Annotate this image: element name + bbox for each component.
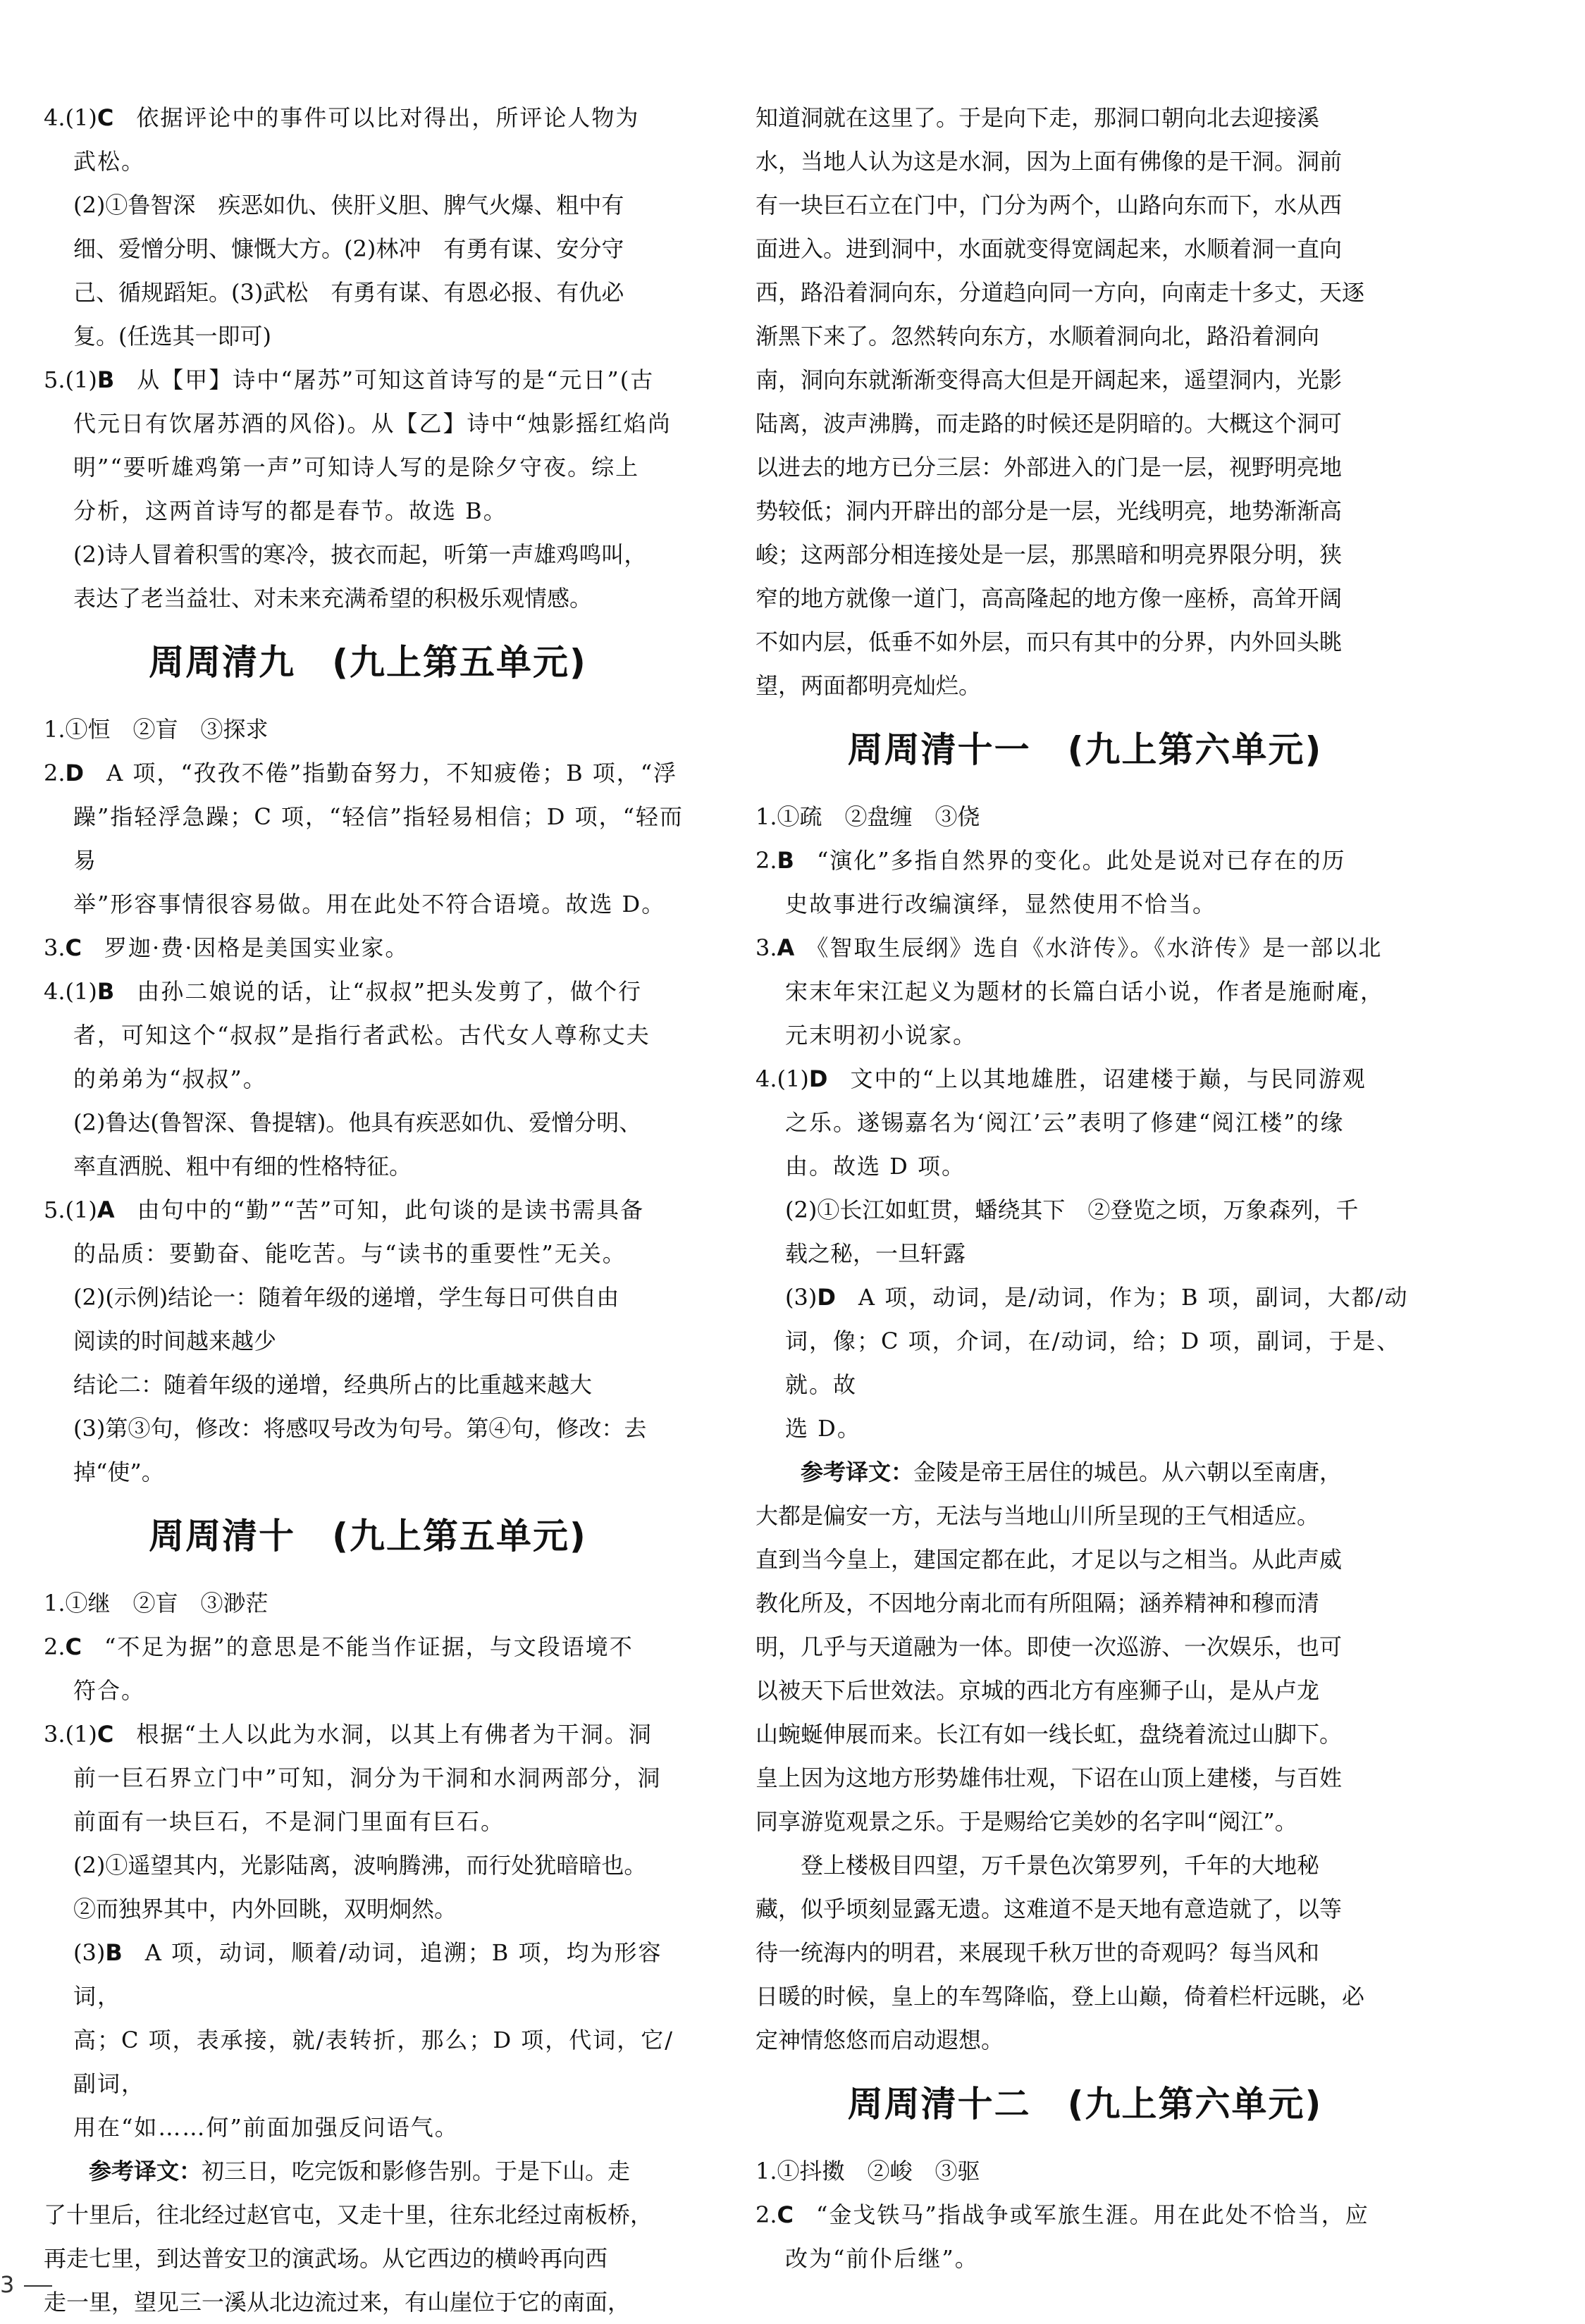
answer-choice: C bbox=[97, 104, 114, 131]
answer-line: 4.(1)B 由孙二娘说的话，让“叔叔”把头发剪了，做个行 bbox=[44, 978, 642, 1005]
answer-line: (2)诗人冒着积雪的寒冷，披衣而起，听第一声雄鸡鸣叫， bbox=[73, 541, 647, 568]
answer-line: (3)B A 项，动词，顺着/动词，追溯；B 项，均为形容词， bbox=[73, 1939, 662, 2010]
answer-line: 细、爱憎分明、慷慨大方。(2)林冲 有勇有谋、安分守 bbox=[73, 235, 624, 262]
translation-line: 不如内层，低垂不如外层，而只有其中的分界，内外回头眺 bbox=[756, 629, 1343, 655]
reference-translation: 参考译文：金陵是帝王居住的城邑。从六朝以至南唐， bbox=[801, 1459, 1343, 1485]
translation-line: 西，路沿着洞向东，分道趋向同一方向，向南走十多丈，天逐 bbox=[756, 279, 1365, 306]
answer-choice: B bbox=[777, 847, 794, 874]
answer-line: 掉“使”。 bbox=[73, 1459, 164, 1485]
reference-label: 参考译文： bbox=[801, 1459, 914, 1485]
answer-line: 3.(1)C 根据“土人以此为水洞，以其上有佛者为干洞。洞 bbox=[44, 1721, 653, 1748]
answer-line: 1.①抖擞 ②峻 ③驱 bbox=[756, 2158, 980, 2184]
answer-line: (2)①长江如虹贯，蟠绕其下 ②登览之顷，万象森列，千 bbox=[785, 1197, 1359, 1223]
translation-line: 再走七里，到达普安卫的演武场。从它西边的横岭再向西 bbox=[44, 2245, 608, 2272]
answer-line: 2.B “演化”多指自然界的变化。此处是说对已存在的历 bbox=[756, 847, 1346, 874]
answer-line: 举”形容事情很容易做。用在此处不符合语境。故选 D。 bbox=[73, 891, 666, 917]
translation-line: 藏，似乎顷刻显露无遗。这难道不是天地有意造就了，以等 bbox=[756, 1896, 1343, 1922]
answer-line: 之乐。遂锡嘉名为‘阅江’云”表明了修建“阅江楼”的缘 bbox=[785, 1109, 1345, 1136]
reference-translation: 参考译文：初三日，吃完饭和影修告别。于是下山。走 bbox=[89, 2158, 631, 2184]
translation-line: 明，几乎与天道融为一体。即使一次巡游、一次娱乐，也可 bbox=[756, 1633, 1343, 1660]
answer-line: 3.A 《智取生辰纲》选自《水浒传》。《水浒传》是一部以北 bbox=[756, 934, 1383, 961]
answer-line: (3)第③句，修改：将感叹号改为句号。第④句，修改：去 bbox=[73, 1415, 647, 1442]
section-title: 周周清十二 (九上第六单元) bbox=[847, 2084, 1323, 2125]
answer-line: 5.(1)B 从【甲】诗中“屠苏”可知这首诗写的是“元日”(古 bbox=[44, 366, 655, 393]
answer-line: 结论二：随着年级的递增，经典所占的比重越来越大 bbox=[73, 1371, 593, 1398]
answer-line: 符合。 bbox=[73, 1677, 146, 1704]
section-title: 周周清十 (九上第五单元) bbox=[149, 1516, 587, 1557]
answer-line: 改为“前仆后继”。 bbox=[785, 2245, 979, 2272]
answer-line: 5.(1)A 由句中的“勤”“苦”可知，此句谈的是读书需具备 bbox=[44, 1197, 645, 1223]
answer-choice: D bbox=[808, 1065, 828, 1092]
answer-line: 武松。 bbox=[73, 148, 146, 175]
translation-line: 望，两面都明亮灿烂。 bbox=[756, 672, 982, 699]
answer-line: 的弟弟为“叔叔”。 bbox=[73, 1065, 267, 1092]
answer-line: 阅读的时间越来越少 bbox=[73, 1328, 277, 1354]
answer-choice: B bbox=[97, 366, 115, 393]
answer-line: 的品质：要勤奋、能吃苦。与“读书的重要性”无关。 bbox=[73, 1240, 627, 1267]
translation-line: 南，洞向东就渐渐变得高大但是开阔起来，遥望洞内，光影 bbox=[756, 366, 1343, 393]
answer-line: 代元日有饮屠苏酒的风俗)。从【乙】诗中“烛影摇红焰尚 bbox=[73, 410, 672, 437]
answer-choice: B bbox=[97, 978, 115, 1005]
translation-line: 面进入。进到洞中，水面就变得宽阔起来，水顺着洞一直向 bbox=[756, 235, 1343, 262]
answer-line: 词，像；C 项，介词，在/动词，给；D 项，副词，于是、就。故 bbox=[785, 1328, 1401, 1398]
answer-line: ②而独界其中，内外回眺，双明炯然。 bbox=[73, 1896, 457, 1922]
right-column bbox=[756, 96, 1414, 2280]
answer-line: 前一巨石界立门中”可知，洞分为干洞和水洞两部分，洞 bbox=[73, 1764, 662, 1791]
answer-line: (2)①遥望其内，光影陆离，波响腾沸，而行处犹暗暗也。 bbox=[73, 1852, 647, 1879]
answer-line: 1.①恒 ②盲 ③探求 bbox=[44, 716, 269, 743]
translation-line: 以进去的地方已分三层：外部进入的门是一层，视野明亮地 bbox=[756, 454, 1343, 481]
reference-label: 参考译文： bbox=[89, 2158, 202, 2184]
translation-line: 有一块巨石立在门中，门分为两个，山路向东而下，水从西 bbox=[756, 192, 1343, 218]
answer-line: 前面有一块巨石，不是洞门里面有巨石。 bbox=[73, 1808, 505, 1835]
answer-line: 宋末年宋江起义为题材的长篇白话小说，作者是施耐庵， bbox=[785, 978, 1385, 1005]
answer-choice: C bbox=[65, 934, 82, 961]
answer-choice: D bbox=[817, 1284, 836, 1311]
answer-line: 2.D A 项，“孜孜不倦”指勤奋努力，不知疲倦；B 项，“浮 bbox=[44, 760, 678, 786]
answer-line: (2)鲁达(鲁智深、鲁提辖)。他具有疾恶如仇、爱憎分明、 bbox=[73, 1109, 642, 1136]
answer-line: (2)(示例)结论一：随着年级的递增，学生每日可供自由 bbox=[73, 1284, 619, 1311]
translation-line: 峻；这两部分相连接处是一层，那黑暗和明亮界限分明，狭 bbox=[756, 541, 1343, 568]
answer-choice: B bbox=[105, 1939, 123, 1966]
translation-line: 知道洞就在这里了。于是向下走，那洞口朝向北去迎接溪 bbox=[756, 104, 1320, 131]
translation-line: 窄的地方就像一道门，高高隆起的地方像一座桥，高耸开阔 bbox=[756, 585, 1343, 612]
answer-line: 高；C 项，表承接，就/表转折，那么；D 项，代词，它/副词， bbox=[73, 2027, 674, 2097]
translation-line: 走一里，望见三一溪从北边流过来，有山崖位于它的南面， bbox=[44, 2289, 631, 2316]
answer-line: 4.(1)C 依据评论中的事件可以比对得出，所评论人物为 bbox=[44, 104, 640, 131]
answer-line: 复。(任选其一即可) bbox=[73, 323, 271, 350]
translation-line: 势较低；洞内开辟出的部分是一层，光线明亮，地势渐渐高 bbox=[756, 497, 1343, 524]
answer-choice: D bbox=[65, 760, 85, 786]
answer-line: 躁”指轻浮急躁；C 项，“轻信”指轻易相信；D 项，“轻而易 bbox=[73, 803, 684, 874]
answer-choice: C bbox=[65, 1633, 82, 1660]
answer-line: (2)①鲁智深 疾恶如仇、侠肝义胆、脾气火爆、粗中有 bbox=[73, 192, 624, 218]
translation-line: 以被天下后世效法。京城的西北方有座狮子山，是从卢龙 bbox=[756, 1677, 1320, 1704]
translation-line: 登上楼极目四望，万千景色次第罗列，千年的大地秘 bbox=[801, 1852, 1320, 1879]
translation-line: 教化所及，不因地分南北而有所阻隔；涵养精神和穆而清 bbox=[756, 1590, 1320, 1617]
translation-line: 了十里后，往北经过赵官屯，又走十里，往东北经过南板桥， bbox=[44, 2201, 653, 2228]
translation-line: 定神情悠悠而启动遐想。 bbox=[756, 2027, 1004, 2053]
section-title: 周周清九 (九上第五单元) bbox=[149, 642, 587, 683]
answer-choice: C bbox=[777, 2201, 794, 2228]
answer-line: 由。故选 D 项。 bbox=[785, 1153, 966, 1180]
answer-line: 明”“要听雄鸡第一声”可知诗人写的是除夕守夜。综上 bbox=[73, 454, 640, 481]
translation-line: 同享游览观景之乐。于是赐给它美妙的名字叫“阅江”。 bbox=[756, 1808, 1297, 1835]
answer-line: 用在“如……何”前面加强反问语气。 bbox=[73, 2114, 459, 2141]
translation-line: 直到当今皇上，建国定都在此，才足以与之相当。从此声威 bbox=[756, 1546, 1343, 1573]
left-column bbox=[44, 96, 692, 2324]
translation-line: 山蜿蜒伸展而来。长江有如一线长虹，盘绕着流过山脚下。 bbox=[756, 1721, 1343, 1748]
answer-line: 分析，这两首诗写的都是春节。故选 B。 bbox=[73, 497, 507, 524]
answer-line: (3)D A 项，动词，是/动词，作为；B 项，副词，大都/动 bbox=[785, 1284, 1409, 1311]
answer-choice: A bbox=[97, 1197, 115, 1223]
translation-line: 渐黑下来了。忽然转向东方，水顺着洞向北，路沿着洞向 bbox=[756, 323, 1320, 350]
page-number: 3 bbox=[0, 2270, 52, 2299]
answer-line: 率直洒脱、粗中有细的性格特征。 bbox=[73, 1153, 412, 1180]
translation-line: 日暖的时候，皇上的车驾降临，登上山巅，倚着栏杆远眺，必 bbox=[756, 1983, 1365, 2010]
answer-line: 者，可知这个“叔叔”是指行者武松。古代女人尊称丈夫 bbox=[73, 1022, 650, 1049]
answer-line: 元末明初小说家。 bbox=[785, 1022, 977, 1049]
translation-line: 陆离，波声沸腾，而走路的时候还是阴暗的。大概这个洞可 bbox=[756, 410, 1343, 437]
answer-line: 1.①疏 ②盘缠 ③侥 bbox=[756, 803, 980, 830]
answer-line: 选 D。 bbox=[785, 1415, 861, 1442]
section-title: 周周清十一 (九上第六单元) bbox=[847, 729, 1323, 770]
answer-choice: A bbox=[777, 934, 795, 961]
translation-line: 待一统海内的明君，来展现千秋万世的奇观吗？每当风和 bbox=[756, 1939, 1320, 1966]
answer-line: 表达了老当益壮、对未来充满希望的积极乐观情感。 bbox=[73, 585, 593, 612]
page-number-rule bbox=[24, 2285, 52, 2287]
translation-line: 水，当地人认为这是水洞，因为上面有佛像的是干洞。洞前 bbox=[756, 148, 1343, 175]
answer-line: 载之秘，一旦轩露 bbox=[785, 1240, 966, 1267]
translation-line: 大都是偏安一方，无法与当地山川所呈现的王气相适应。 bbox=[756, 1502, 1320, 1529]
answer-line: 史故事进行改编演绎，显然使用不恰当。 bbox=[785, 891, 1217, 917]
answer-choice: C bbox=[97, 1721, 114, 1748]
answer-line: 2.C “金戈铁马”指战争或军旅生涯。用在此处不恰当，应 bbox=[756, 2201, 1369, 2228]
answer-line: 4.(1)D 文中的“上以其地雄胜，诏建楼于巅，与民同游观 bbox=[756, 1065, 1367, 1092]
answer-line: 己、循规蹈矩。(3)武松 有勇有谋、有恩必报、有仇必 bbox=[73, 279, 624, 306]
answer-line: 3.C 罗迦·费·因格是美国实业家。 bbox=[44, 934, 409, 961]
answer-line: 1.①继 ②盲 ③渺茫 bbox=[44, 1590, 269, 1617]
translation-line: 皇上因为这地方形势雄伟壮观，下诏在山顶上建楼，与百姓 bbox=[756, 1764, 1343, 1791]
answer-line: 2.C “不足为据”的意思是不能当作证据，与文段语境不 bbox=[44, 1633, 634, 1660]
